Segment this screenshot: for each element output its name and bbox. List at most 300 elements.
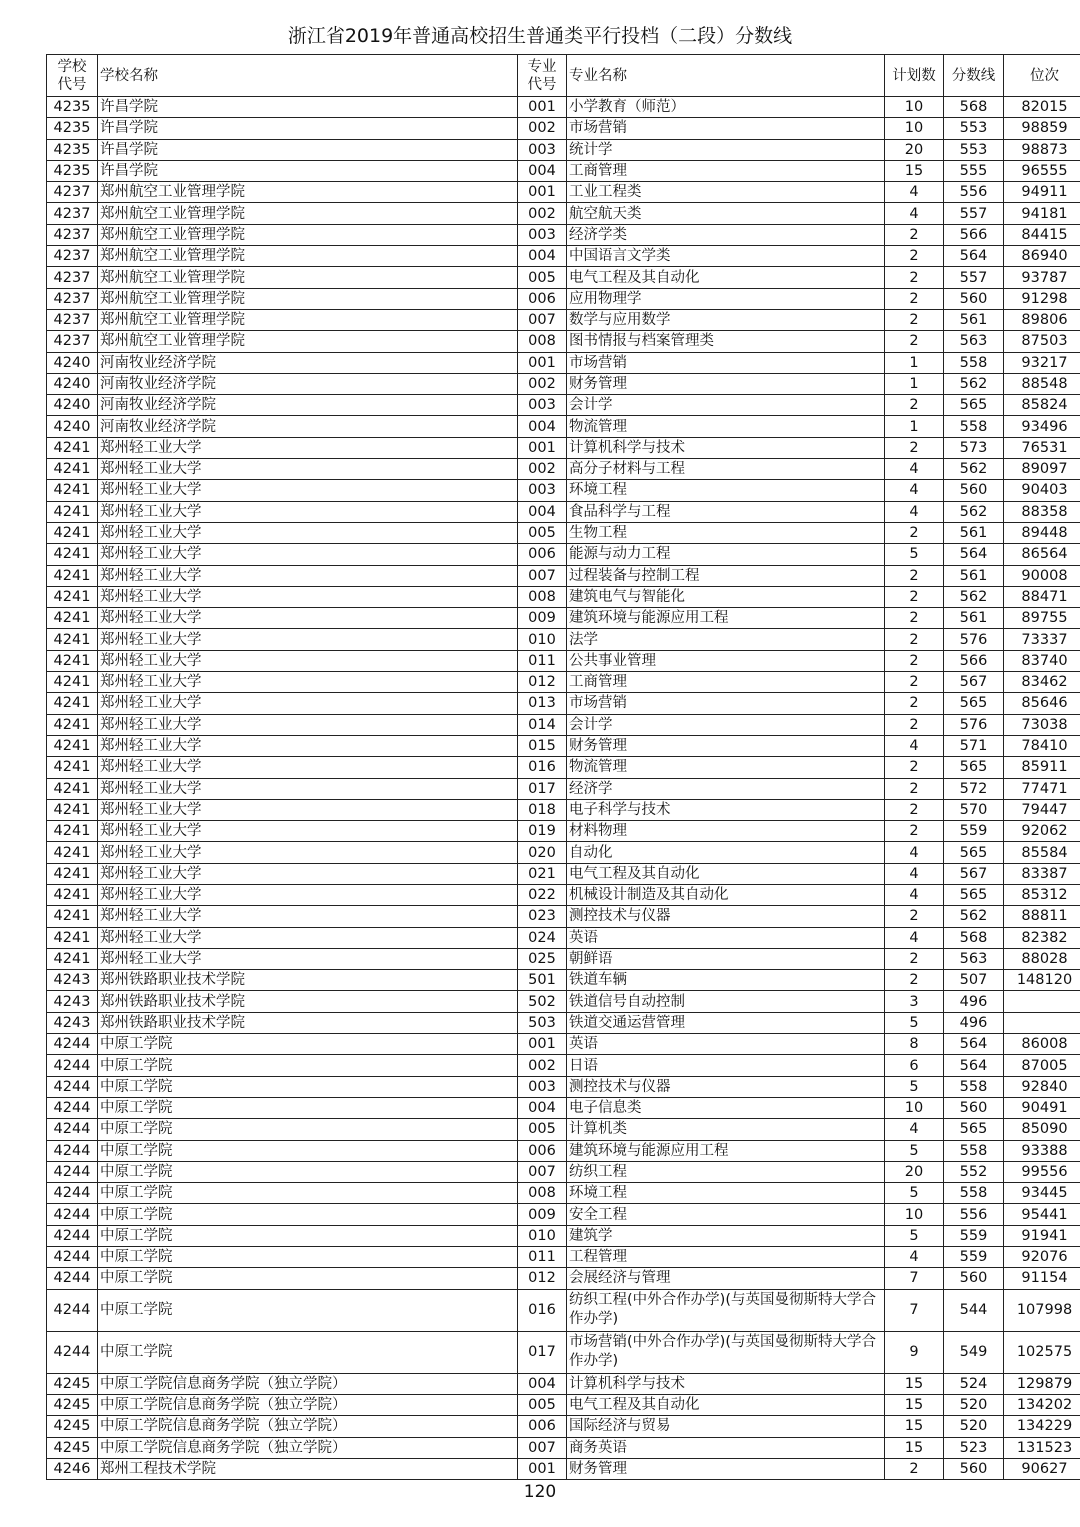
school-code-cell: 4240 [47, 416, 98, 437]
rank-cell: 87503 [1004, 331, 1080, 352]
school-name-cell: 郑州轻工业大学 [98, 948, 518, 969]
major-name-cell: 生物工程 [567, 522, 885, 543]
major-name-cell: 小学教育（师范） [567, 97, 885, 118]
rank-cell: 94911 [1004, 182, 1080, 203]
rank-cell: 93496 [1004, 416, 1080, 437]
rank-cell: 134202 [1004, 1394, 1080, 1415]
school-code-cell: 4237 [47, 267, 98, 288]
table-row [47, 501, 1080, 522]
school-name-cell: 郑州轻工业大学 [98, 459, 518, 480]
major-name-cell: 铁道信号自动控制 [567, 991, 885, 1012]
school-code-cell: 4237 [47, 182, 98, 203]
major-name-cell: 工商管理 [567, 160, 885, 181]
rank-cell: 85312 [1004, 884, 1080, 905]
major-name-cell: 电子信息类 [567, 1097, 885, 1118]
rank-cell: 91154 [1004, 1268, 1080, 1289]
table-row [47, 799, 1080, 820]
header-school-code-label: 学校 代号 [57, 58, 87, 93]
major-name-cell: 国际经济与贸易 [567, 1416, 885, 1437]
rank-cell: 86564 [1004, 544, 1080, 565]
school-name-cell: 郑州铁路职业技术学院 [98, 1012, 518, 1033]
major-code-cell: 010 [518, 1225, 567, 1246]
school-name-cell: 郑州轻工业大学 [98, 565, 518, 586]
school-code-cell: 4241 [47, 501, 98, 522]
school-code-cell: 4245 [47, 1394, 98, 1415]
plan-cell: 4 [885, 927, 944, 948]
major-name-cell: 机械设计制造及其自动化 [567, 884, 885, 905]
table-row [47, 1140, 1080, 1161]
rank-cell: 129879 [1004, 1373, 1080, 1394]
plan-cell: 2 [885, 948, 944, 969]
score-cell: 560 [944, 288, 1004, 309]
major-code-cell: 008 [518, 586, 567, 607]
score-cell: 567 [944, 672, 1004, 693]
table-row [47, 1416, 1080, 1437]
school-name-cell: 郑州轻工业大学 [98, 586, 518, 607]
table-row [47, 650, 1080, 671]
major-code-cell: 004 [518, 1373, 567, 1394]
score-cell: 565 [944, 395, 1004, 416]
score-cell: 561 [944, 522, 1004, 543]
school-code-cell: 4241 [47, 735, 98, 756]
score-cell: 558 [944, 1183, 1004, 1204]
plan-cell: 2 [885, 693, 944, 714]
major-code-cell: 004 [518, 501, 567, 522]
plan-cell: 2 [885, 288, 944, 309]
major-name-cell: 能源与动力工程 [567, 544, 885, 565]
rank-cell: 83387 [1004, 863, 1080, 884]
rank-cell: 92840 [1004, 1076, 1080, 1097]
table-row [47, 395, 1080, 416]
rank-cell: 84415 [1004, 224, 1080, 245]
table-row [47, 1055, 1080, 1076]
major-name-cell: 计算机科学与技术 [567, 437, 885, 458]
table-row [47, 416, 1080, 437]
major-code-cell: 003 [518, 480, 567, 501]
plan-cell: 2 [885, 522, 944, 543]
table-row [47, 118, 1080, 139]
table-row [47, 778, 1080, 799]
major-name-cell: 图书情报与档案管理类 [567, 331, 885, 352]
major-name-cell: 纺织工程 [567, 1161, 885, 1182]
rank-cell [1004, 991, 1080, 1012]
major-code-cell: 005 [518, 1394, 567, 1415]
school-code-cell: 4241 [47, 629, 98, 650]
rank-cell: 82015 [1004, 97, 1080, 118]
score-cell: 562 [944, 459, 1004, 480]
table-row [47, 1161, 1080, 1182]
school-name-cell: 河南牧业经济学院 [98, 416, 518, 437]
major-name-cell: 应用物理学 [567, 288, 885, 309]
score-cell: 560 [944, 480, 1004, 501]
score-cell: 573 [944, 437, 1004, 458]
rank-cell: 90627 [1004, 1458, 1080, 1479]
plan-cell: 8 [885, 1034, 944, 1055]
rank-cell: 95441 [1004, 1204, 1080, 1225]
rank-cell: 86940 [1004, 246, 1080, 267]
score-cell: 524 [944, 1373, 1004, 1394]
major-name-cell: 物流管理 [567, 416, 885, 437]
school-name-cell: 郑州轻工业大学 [98, 608, 518, 629]
school-name-cell: 中原工学院 [98, 1097, 518, 1118]
score-cell: 496 [944, 1012, 1004, 1033]
school-name-cell: 郑州轻工业大学 [98, 437, 518, 458]
rank-cell: 89755 [1004, 608, 1080, 629]
school-code-cell: 4241 [47, 544, 98, 565]
school-name-cell: 郑州轻工业大学 [98, 480, 518, 501]
school-name-cell: 中原工学院 [98, 1183, 518, 1204]
school-code-cell: 4241 [47, 693, 98, 714]
plan-cell: 2 [885, 672, 944, 693]
table-body [47, 97, 1080, 1480]
major-code-cell: 012 [518, 1268, 567, 1289]
header-school-name-label: 学校名称 [100, 67, 158, 84]
school-code-cell: 4243 [47, 991, 98, 1012]
header-score-label: 分数线 [951, 67, 996, 84]
table-row [47, 1225, 1080, 1246]
rank-cell: 78410 [1004, 735, 1080, 756]
rank-cell: 85090 [1004, 1119, 1080, 1140]
score-cell: 565 [944, 884, 1004, 905]
major-code-cell: 021 [518, 863, 567, 884]
school-name-cell: 郑州轻工业大学 [98, 672, 518, 693]
plan-cell: 2 [885, 437, 944, 458]
major-name-cell: 计算机科学与技术 [567, 1373, 885, 1394]
table-row [47, 586, 1080, 607]
score-cell: 559 [944, 1247, 1004, 1268]
major-code-cell: 004 [518, 246, 567, 267]
major-name-cell: 数学与应用数学 [567, 309, 885, 330]
score-cell: 565 [944, 842, 1004, 863]
rank-cell: 99556 [1004, 1161, 1080, 1182]
score-cell: 523 [944, 1437, 1004, 1458]
plan-cell: 2 [885, 799, 944, 820]
major-code-cell: 010 [518, 629, 567, 650]
score-cell: 560 [944, 1268, 1004, 1289]
plan-cell: 2 [885, 267, 944, 288]
school-code-cell: 4244 [47, 1225, 98, 1246]
major-name-cell: 铁道车辆 [567, 970, 885, 991]
score-cell: 559 [944, 821, 1004, 842]
plan-cell: 10 [885, 1204, 944, 1225]
table-row [47, 927, 1080, 948]
school-code-cell: 4244 [47, 1097, 98, 1118]
rank-cell: 79447 [1004, 799, 1080, 820]
major-name-cell: 市场营销 [567, 352, 885, 373]
school-name-cell: 郑州轻工业大学 [98, 735, 518, 756]
plan-cell: 2 [885, 395, 944, 416]
school-name-cell: 郑州轻工业大学 [98, 522, 518, 543]
major-code-cell: 003 [518, 224, 567, 245]
major-code-cell: 005 [518, 522, 567, 543]
score-cell: 553 [944, 139, 1004, 160]
major-code-cell: 025 [518, 948, 567, 969]
header-plan [885, 55, 944, 97]
major-name-cell: 电气工程及其自动化 [567, 1394, 885, 1415]
school-name-cell: 郑州航空工业管理学院 [98, 309, 518, 330]
school-code-cell: 4237 [47, 246, 98, 267]
rank-cell: 94181 [1004, 203, 1080, 224]
table-row [47, 863, 1080, 884]
table-row [47, 160, 1080, 181]
major-name-cell: 英语 [567, 927, 885, 948]
school-code-cell: 4241 [47, 821, 98, 842]
score-cell: 564 [944, 1055, 1004, 1076]
major-code-cell: 006 [518, 288, 567, 309]
plan-cell: 20 [885, 139, 944, 160]
major-code-cell: 024 [518, 927, 567, 948]
school-name-cell: 中原工学院 [98, 1268, 518, 1289]
plan-cell: 1 [885, 373, 944, 394]
major-name-cell: 财务管理 [567, 735, 885, 756]
plan-cell: 1 [885, 352, 944, 373]
table-row [47, 757, 1080, 778]
school-name-cell: 郑州轻工业大学 [98, 863, 518, 884]
school-code-cell: 4244 [47, 1161, 98, 1182]
school-name-cell: 中原工学院 [98, 1331, 518, 1373]
score-cell: 565 [944, 757, 1004, 778]
score-cell: 565 [944, 693, 1004, 714]
rank-cell: 85646 [1004, 693, 1080, 714]
school-name-cell: 河南牧业经济学院 [98, 352, 518, 373]
plan-cell: 4 [885, 501, 944, 522]
major-name-cell: 中国语言文学类 [567, 246, 885, 267]
plan-cell: 15 [885, 1394, 944, 1415]
plan-cell: 5 [885, 1140, 944, 1161]
major-code-cell: 001 [518, 1458, 567, 1479]
major-code-cell: 014 [518, 714, 567, 735]
school-name-cell: 河南牧业经济学院 [98, 373, 518, 394]
school-name-cell: 郑州航空工业管理学院 [98, 267, 518, 288]
school-code-cell: 4235 [47, 139, 98, 160]
rank-cell: 87005 [1004, 1055, 1080, 1076]
score-cell: 561 [944, 565, 1004, 586]
plan-cell: 15 [885, 160, 944, 181]
rank-cell: 90403 [1004, 480, 1080, 501]
school-code-cell: 4241 [47, 586, 98, 607]
table-row [47, 437, 1080, 458]
school-code-cell: 4244 [47, 1183, 98, 1204]
header-major-code [518, 55, 567, 97]
header-rank-label: 位次 [1030, 67, 1059, 84]
school-name-cell: 中原工学院 [98, 1055, 518, 1076]
school-name-cell: 河南牧业经济学院 [98, 395, 518, 416]
rank-cell: 82382 [1004, 927, 1080, 948]
school-name-cell: 郑州航空工业管理学院 [98, 331, 518, 352]
major-name-cell: 会展经济与管理 [567, 1268, 885, 1289]
plan-cell: 7 [885, 1289, 944, 1331]
major-code-cell: 002 [518, 373, 567, 394]
school-code-cell: 4244 [47, 1268, 98, 1289]
school-name-cell: 中原工学院 [98, 1076, 518, 1097]
major-name-cell: 工商管理 [567, 672, 885, 693]
major-name-cell: 建筑环境与能源应用工程 [567, 608, 885, 629]
major-code-cell: 009 [518, 608, 567, 629]
major-code-cell: 007 [518, 1161, 567, 1182]
table-row [47, 1458, 1080, 1479]
rank-cell: 88548 [1004, 373, 1080, 394]
rank-cell: 73337 [1004, 629, 1080, 650]
major-name-cell: 朝鲜语 [567, 948, 885, 969]
plan-cell: 7 [885, 1268, 944, 1289]
major-code-cell: 008 [518, 331, 567, 352]
major-name-cell: 统计学 [567, 139, 885, 160]
major-name-cell: 测控技术与仪器 [567, 1076, 885, 1097]
school-code-cell: 4244 [47, 1331, 98, 1373]
school-code-cell: 4243 [47, 1012, 98, 1033]
major-name-cell: 工程管理 [567, 1247, 885, 1268]
school-name-cell: 中原工学院 [98, 1204, 518, 1225]
table-row [47, 991, 1080, 1012]
rank-cell: 77471 [1004, 778, 1080, 799]
table-row [47, 182, 1080, 203]
table-row [47, 1204, 1080, 1225]
table-row [47, 544, 1080, 565]
major-code-cell: 002 [518, 459, 567, 480]
rank-cell: 91941 [1004, 1225, 1080, 1246]
school-name-cell: 郑州轻工业大学 [98, 714, 518, 735]
header-school-name [98, 55, 518, 97]
school-code-cell: 4237 [47, 224, 98, 245]
school-name-cell: 中原工学院 [98, 1140, 518, 1161]
school-code-cell: 4237 [47, 288, 98, 309]
table-row [47, 565, 1080, 586]
plan-cell: 15 [885, 1373, 944, 1394]
school-name-cell: 许昌学院 [98, 160, 518, 181]
major-name-cell: 市场营销 [567, 693, 885, 714]
table-row [47, 331, 1080, 352]
rank-cell: 148120 [1004, 970, 1080, 991]
rank-cell: 86008 [1004, 1034, 1080, 1055]
plan-cell: 5 [885, 1183, 944, 1204]
rank-cell: 93217 [1004, 352, 1080, 373]
major-code-cell: 020 [518, 842, 567, 863]
school-name-cell: 中原工学院 [98, 1289, 518, 1331]
school-code-cell: 4235 [47, 118, 98, 139]
school-name-cell: 郑州工程技术学院 [98, 1458, 518, 1479]
table-row [47, 1268, 1080, 1289]
table-row [47, 288, 1080, 309]
plan-cell: 2 [885, 331, 944, 352]
table-row [47, 821, 1080, 842]
major-code-cell: 022 [518, 884, 567, 905]
major-code-cell: 005 [518, 267, 567, 288]
table-row [47, 884, 1080, 905]
table-row [47, 693, 1080, 714]
score-cell: 558 [944, 1076, 1004, 1097]
major-code-cell: 007 [518, 565, 567, 586]
plan-cell: 1 [885, 416, 944, 437]
rank-cell: 89097 [1004, 459, 1080, 480]
major-code-cell: 004 [518, 1097, 567, 1118]
major-name-cell: 会计学 [567, 714, 885, 735]
major-name-cell: 航空航天类 [567, 203, 885, 224]
major-name-cell: 日语 [567, 1055, 885, 1076]
table-row [47, 714, 1080, 735]
table-row [47, 1331, 1080, 1373]
table-row [47, 735, 1080, 756]
score-cell: 560 [944, 1458, 1004, 1479]
plan-cell: 3 [885, 991, 944, 1012]
major-code-cell: 023 [518, 906, 567, 927]
major-name-cell: 经济学 [567, 778, 885, 799]
page-title: 浙江省2019年普通高校招生普通类平行投档（二段）分数线 [287, 25, 793, 47]
table-row [47, 309, 1080, 330]
major-code-cell: 004 [518, 160, 567, 181]
major-code-cell: 011 [518, 1247, 567, 1268]
score-cell: 572 [944, 778, 1004, 799]
header-plan-label: 计划数 [892, 67, 936, 84]
score-cell: 552 [944, 1161, 1004, 1182]
school-name-cell: 郑州铁路职业技术学院 [98, 970, 518, 991]
rank-cell: 93388 [1004, 1140, 1080, 1161]
school-code-cell: 4241 [47, 714, 98, 735]
score-cell: 570 [944, 799, 1004, 820]
page-number: 120 [523, 1482, 557, 1502]
score-cell: 549 [944, 1331, 1004, 1373]
table-row [47, 1076, 1080, 1097]
school-name-cell: 郑州轻工业大学 [98, 927, 518, 948]
major-name-cell: 材料物理 [567, 821, 885, 842]
major-name-cell: 工业工程类 [567, 182, 885, 203]
table-row [47, 246, 1080, 267]
score-cell: 557 [944, 203, 1004, 224]
school-code-cell: 4241 [47, 672, 98, 693]
score-cell: 555 [944, 160, 1004, 181]
major-name-cell: 自动化 [567, 842, 885, 863]
major-name-cell: 食品科学与工程 [567, 501, 885, 522]
rank-cell: 85911 [1004, 757, 1080, 778]
plan-cell: 9 [885, 1331, 944, 1373]
table-row [47, 97, 1080, 118]
school-code-cell: 4241 [47, 863, 98, 884]
plan-cell: 2 [885, 650, 944, 671]
score-cell: 563 [944, 331, 1004, 352]
major-code-cell: 004 [518, 416, 567, 437]
school-code-cell: 4237 [47, 203, 98, 224]
school-name-cell: 郑州轻工业大学 [98, 821, 518, 842]
plan-cell: 4 [885, 1119, 944, 1140]
score-cell: 556 [944, 182, 1004, 203]
major-code-cell: 015 [518, 735, 567, 756]
major-code-cell: 008 [518, 1183, 567, 1204]
major-name-cell: 测控技术与仪器 [567, 906, 885, 927]
school-name-cell: 郑州轻工业大学 [98, 906, 518, 927]
major-code-cell: 005 [518, 1119, 567, 1140]
plan-cell: 2 [885, 608, 944, 629]
school-code-cell: 4241 [47, 778, 98, 799]
school-code-cell: 4240 [47, 395, 98, 416]
major-code-cell: 001 [518, 97, 567, 118]
school-code-cell: 4241 [47, 927, 98, 948]
rank-cell: 76531 [1004, 437, 1080, 458]
rank-cell: 96555 [1004, 160, 1080, 181]
table-row [47, 672, 1080, 693]
school-code-cell: 4241 [47, 842, 98, 863]
major-name-cell: 铁道交通运营管理 [567, 1012, 885, 1033]
plan-cell: 4 [885, 459, 944, 480]
school-name-cell: 郑州轻工业大学 [98, 650, 518, 671]
score-cell: 567 [944, 863, 1004, 884]
score-cell: 564 [944, 246, 1004, 267]
school-name-cell: 郑州轻工业大学 [98, 693, 518, 714]
major-name-cell: 公共事业管理 [567, 650, 885, 671]
school-code-cell: 4237 [47, 309, 98, 330]
score-cell: 565 [944, 1119, 1004, 1140]
table-row [47, 906, 1080, 927]
table-row [47, 629, 1080, 650]
major-name-cell: 会计学 [567, 395, 885, 416]
